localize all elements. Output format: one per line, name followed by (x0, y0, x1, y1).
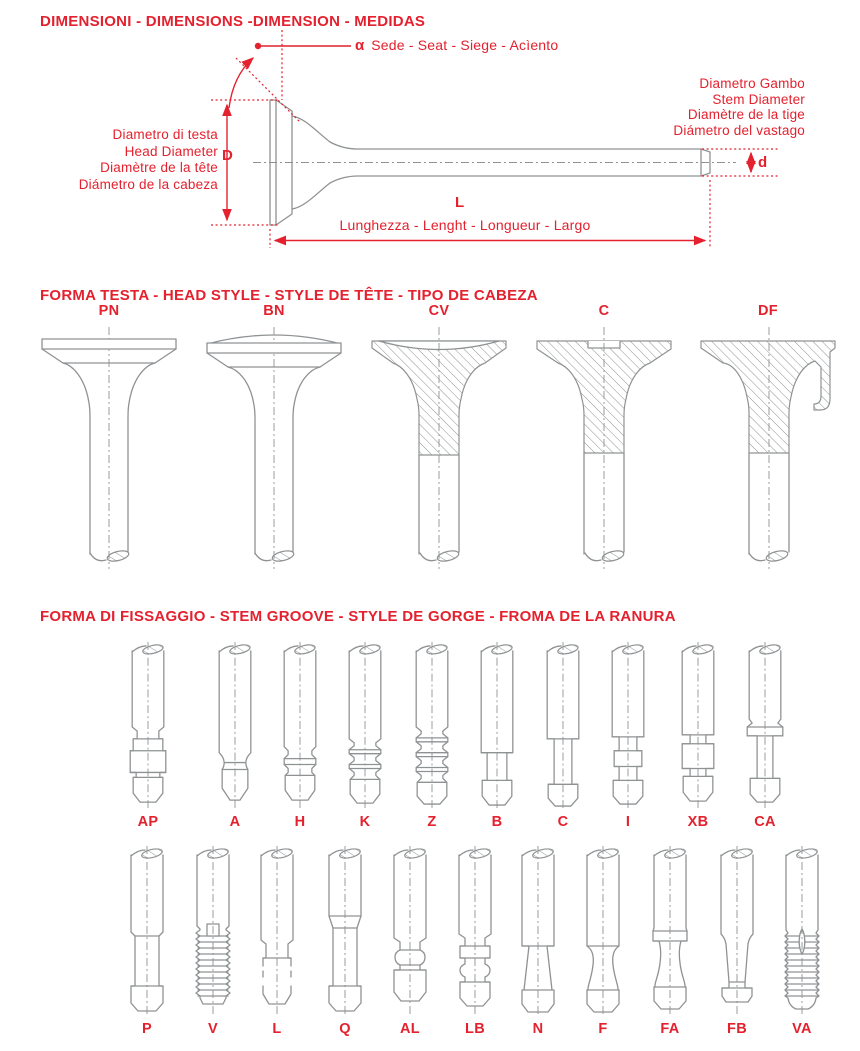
stem-groove-item (508, 845, 568, 1037)
stem-groove-code: Q (339, 1021, 351, 1037)
stem-groove-code: AL (400, 1021, 420, 1037)
seat-label-text: Sede - Seat - Siege - Acìento (371, 37, 559, 53)
stem-groove-code: V (208, 1021, 218, 1037)
stem-groove-code: FB (727, 1021, 747, 1037)
head-diameter-line: Diamètre de la tête (100, 160, 218, 175)
stem-groove-item (735, 642, 795, 830)
head-style-item (364, 303, 514, 573)
head-style-drawing-pn (34, 323, 184, 573)
stem-groove-item (445, 845, 505, 1037)
stem-groove-drawing-fa (640, 845, 700, 1017)
stem-groove-code: H (294, 814, 306, 830)
stem-groove-drawing-h (270, 642, 330, 810)
stem-groove-code: AP (137, 814, 159, 830)
stem-groove-drawing-c (533, 642, 593, 810)
head-diameter-line: Diámetro de la cabeza (78, 176, 218, 192)
stem-groove-code: L (272, 1021, 282, 1037)
stem-groove-code: K (359, 814, 371, 830)
stem-groove-section-title: FORMA DI FISSAGGIO - STEM GROOVE - STYLE DE GORGE - FROMA DE LA RANURA (40, 608, 676, 625)
stem-groove-code: FA (660, 1021, 680, 1037)
head-style-code: DF (758, 303, 778, 319)
stem-groove-item (270, 642, 330, 830)
stem-groove-code: I (625, 814, 631, 830)
stem-groove-drawing-ca (735, 642, 795, 810)
stem-diameter-symbol: d (758, 154, 768, 171)
stem-groove-item (380, 845, 440, 1037)
stem-groove-drawing-i (598, 642, 658, 810)
head-style-code: C (598, 303, 610, 319)
head-style-drawing-cv (364, 323, 514, 573)
head-style-section-title: FORMA TESTA - HEAD STYLE - STYLE DE TÊTE - TIPO DE CABEZA (40, 287, 538, 304)
stem-groove-code: LB (465, 1021, 485, 1037)
head-diameter-line: Diametro di testa (112, 127, 218, 142)
stem-groove-drawing-p (117, 845, 177, 1017)
stem-groove-item (467, 642, 527, 830)
stem-groove-item (668, 642, 728, 830)
stem-groove-item (315, 845, 375, 1037)
stem-groove-drawing-v (183, 845, 243, 1017)
stem-groove-item (573, 845, 633, 1037)
length-symbol: L (455, 194, 465, 211)
head-style-item (199, 303, 349, 573)
head-diameter-label (0, 127, 218, 193)
stem-groove-drawing-z (402, 642, 462, 810)
head-style-item (34, 303, 184, 573)
stem-groove-code: F (598, 1021, 608, 1037)
head-style-item (529, 303, 679, 573)
head-style-code: BN (263, 303, 285, 319)
head-style-drawing-bn (199, 323, 349, 573)
head-style-code: PN (98, 303, 120, 319)
stem-groove-item (533, 642, 593, 830)
stem-groove-drawing-f (573, 845, 633, 1017)
stem-groove-drawing-al (380, 845, 440, 1017)
stem-groove-item (247, 845, 307, 1037)
stem-groove-code: CA (754, 814, 776, 830)
stem-groove-code: VA (792, 1021, 812, 1037)
stem-groove-drawing-l (247, 845, 307, 1017)
seat-angle-label (355, 37, 558, 54)
head-diameter-symbol: D (222, 147, 233, 164)
stem-diameter-line: Diámetro del vastago (673, 122, 805, 138)
head-style-code: CV (428, 303, 450, 319)
stem-groove-drawing-xb (668, 642, 728, 810)
stem-groove-drawing-lb (445, 845, 505, 1017)
stem-groove-item (640, 845, 700, 1037)
stem-diameter-line: Diametro Gambo (699, 76, 805, 91)
head-style-drawing-c (529, 323, 679, 573)
stem-groove-code: B (491, 814, 503, 830)
stem-groove-code: N (532, 1021, 544, 1037)
stem-groove-drawing-va (772, 845, 832, 1017)
stem-groove-item (183, 845, 243, 1037)
stem-groove-drawing-a (205, 642, 265, 810)
stem-groove-item (118, 642, 178, 830)
stem-groove-drawing-ap (118, 642, 178, 810)
stem-groove-code: Z (427, 814, 437, 830)
alpha-symbol: α (355, 37, 365, 54)
stem-groove-item (205, 642, 265, 830)
stem-groove-item (335, 642, 395, 830)
head-style-item (693, 303, 843, 573)
stem-groove-item (598, 642, 658, 830)
stem-groove-code: P (142, 1021, 152, 1037)
stem-groove-item (402, 642, 462, 830)
head-diameter-line: Head Diameter (124, 143, 218, 159)
stem-groove-drawing-n (508, 845, 568, 1017)
stem-groove-drawing-b (467, 642, 527, 810)
stem-groove-item (117, 845, 177, 1037)
length-label: Lunghezza - Lenght - Longueur - Largo (339, 217, 591, 233)
stem-groove-code: C (557, 814, 569, 830)
stem-groove-drawing-k (335, 642, 395, 810)
stem-groove-item (707, 845, 767, 1037)
stem-groove-code: XB (687, 814, 709, 830)
stem-groove-code: A (229, 814, 241, 830)
head-style-drawing-df (693, 323, 843, 573)
stem-diameter-label (600, 76, 805, 138)
stem-diameter-line: Diamètre de la tige (687, 107, 805, 122)
stem-groove-item (772, 845, 832, 1037)
dimensions-section-title: DIMENSIONI - DIMENSIONS -DIMENSION - MEDIDAS (40, 13, 426, 30)
stem-groove-drawing-fb (707, 845, 767, 1017)
stem-groove-drawing-q (315, 845, 375, 1017)
stem-diameter-line: Stem Diameter (712, 91, 805, 107)
